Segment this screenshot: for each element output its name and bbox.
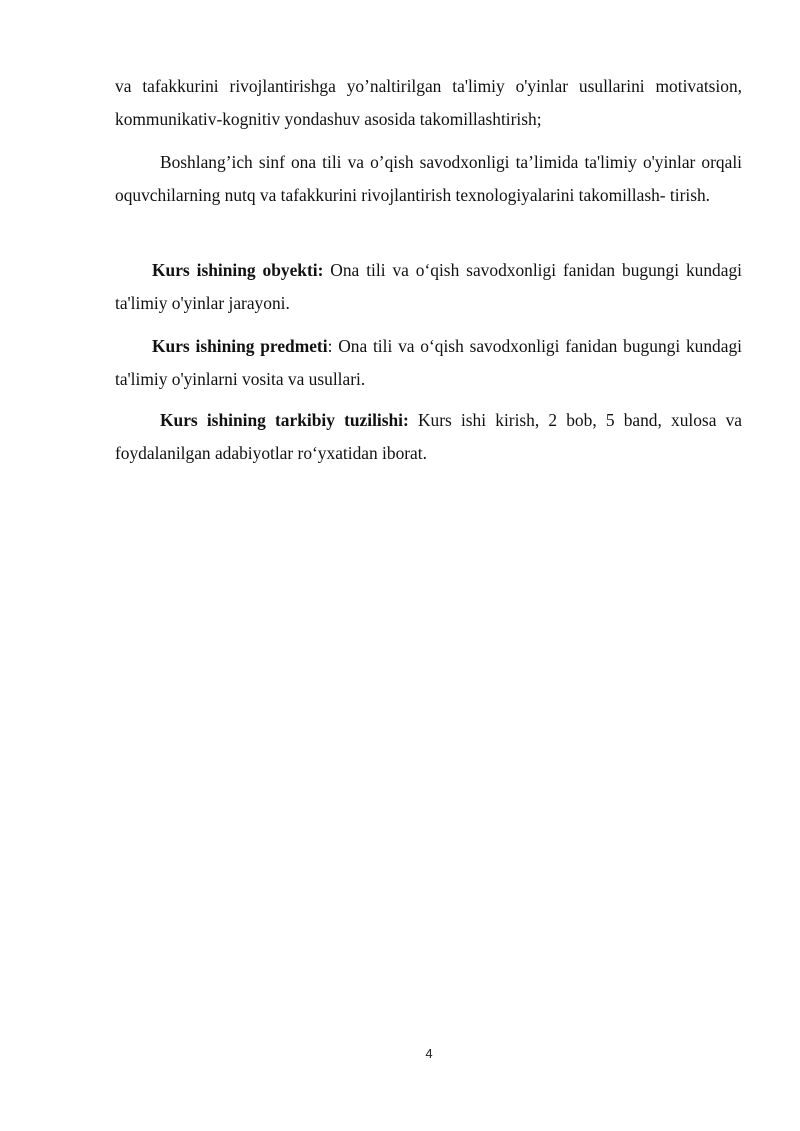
- paragraph-continuation: [115, 70, 742, 136]
- paragraph-1-text: va tafakkurini rivojlantirishga yo’naltirilgan ta'limiy o'yinlar usullarini motivatsion, kommunikativ-kognitiv yondashuv asosida takomillashtirish;: [115, 76, 742, 129]
- paragraph-research-object: [115, 254, 742, 320]
- paragraph-technology-goal: [115, 146, 742, 212]
- object-text: Ona tili va o‘qish savodxonligi fanidan bugungi kundagi ta'limiy o'yinlar jarayoni.: [115, 260, 742, 313]
- object-heading: Kurs ishining obyekti:: [152, 260, 324, 280]
- subject-heading: Kurs ishining predmeti: [152, 336, 328, 356]
- structure-text: Kurs ishi kirish, 2 bob, 5 band, xulosa va foydalanilgan adabiyotlar ro‘yxatidan iborat.: [115, 410, 742, 463]
- paragraph-structure: [115, 404, 742, 470]
- paragraph-research-subject: [115, 330, 742, 396]
- paragraph-2-text: Boshlang’ich sinf ona tili va o’qish savodxonligi ta’limida ta'limiy o'yinlar orqali oquvchilarning nutq va tafakkurini rivojlantirish texnologiyalarini takomillash- tirish.: [115, 152, 742, 205]
- structure-heading: Kurs ishining tarkibiy tuzilishi:: [160, 410, 409, 430]
- subject-text: : Ona tili va o‘qish savodxonligi fanidan bugungi kundagi ta'limiy o'yinlarni vosita va usullari.: [115, 336, 742, 389]
- page-number: 4: [425, 1046, 433, 1061]
